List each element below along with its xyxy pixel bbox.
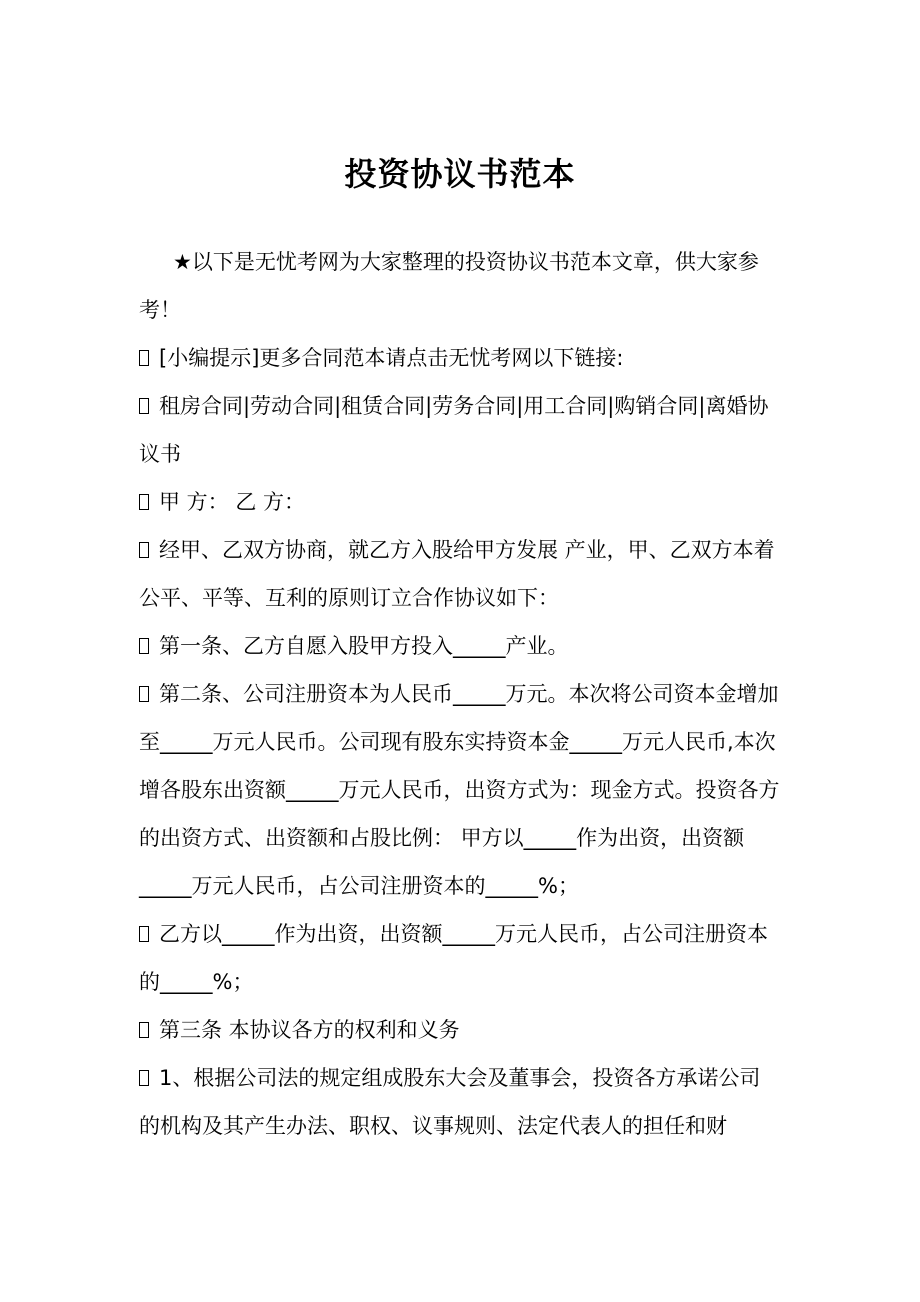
paragraph-party-b-contribution	[139, 910, 781, 1006]
checkbox-bullet-icon	[139, 1022, 149, 1038]
paragraph-contract-links	[139, 382, 781, 478]
checkbox-bullet-icon	[139, 350, 149, 366]
paragraph-clause-1	[139, 1054, 781, 1150]
paragraph-text: 经甲、乙双方协商，就乙方入股给甲方发展 产业，甲、乙双方本着公平、平等、互利的原则订立合作协议如下：	[139, 538, 775, 610]
checkbox-bullet-icon	[139, 542, 149, 558]
paragraph-text: 第三条 本协议各方的权利和义务	[159, 1018, 460, 1042]
checkbox-bullet-icon	[139, 638, 149, 654]
paragraph-text: 第二条、公司注册资本为人民币_____万元。本次将公司资本金增加至_____万元人民币。公司现有股东实持资本金_____万元人民币,本次增各股东出资额_____万元人民币，出资方式为：现金方式。投资各方的出资方式、出资额和占股比例： 甲方以_____作为出资，出资额_____万元人民币，占公司注册资本的_____%；	[139, 682, 780, 898]
paragraph-text: 1、根据公司法的规定组成股东大会及董事会，投资各方承诺公司的机构及其产生办法、职权、议事规则、法定代表人的担任和财	[139, 1066, 761, 1138]
paragraph-text: [小编提示]更多合同范本请点击无忧考网以下链接:	[159, 346, 624, 370]
checkbox-bullet-icon	[139, 686, 149, 702]
paragraph-text: 甲 方： 乙 方：	[159, 490, 306, 514]
paragraph-preamble	[139, 526, 781, 622]
paragraph-text: 第一条、乙方自愿入股甲方投入_____产业。	[159, 634, 569, 658]
checkbox-bullet-icon	[139, 1070, 149, 1086]
checkbox-bullet-icon	[139, 494, 149, 510]
paragraph-article-3	[139, 1006, 781, 1054]
paragraph-text: ★以下是无忧考网为大家整理的投资协议书范本文章，供大家参考！	[139, 250, 759, 322]
paragraph-intro	[139, 238, 781, 334]
paragraph-parties	[139, 478, 781, 526]
document-body	[139, 238, 781, 1150]
paragraph-text: 租房合同|劳动合同|租赁合同|劳务合同|用工合同|购销合同|离婚协议书	[139, 394, 769, 466]
checkbox-bullet-icon	[139, 398, 149, 414]
paragraph-article-1	[139, 622, 781, 670]
checkbox-bullet-icon	[139, 926, 149, 942]
document-title: 投资协议书范本	[344, 155, 576, 193]
paragraph-article-2	[139, 670, 781, 910]
paragraph-editor-tip	[139, 334, 781, 382]
paragraph-text: 乙方以_____作为出资，出资额_____万元人民币，占公司注册资本的_____%；	[139, 922, 768, 994]
